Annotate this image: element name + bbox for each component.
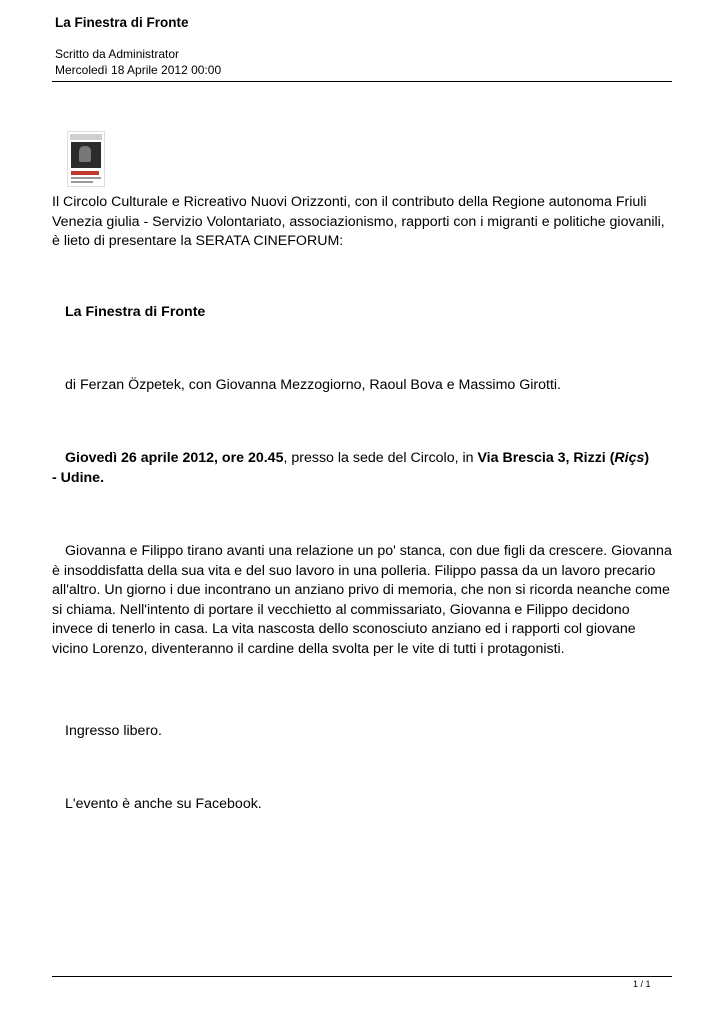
author-line: Scritto da Administrator: [55, 47, 180, 61]
document-title: La Finestra di Fronte: [55, 15, 189, 30]
page-number: 1 / 1: [633, 979, 651, 989]
admission-note: Ingresso libero.: [65, 723, 162, 739]
facebook-note: L'evento è anche su Facebook.: [65, 796, 262, 812]
synopsis-paragraph: Giovanna e Filippo tirano avanti una relazione un po' stanca, con due figli da crescere. Giovanna è insoddisfatta della sua vita e del suo lavoro in una polleria. Filippo passa da un lavoro precario all'altro. Un giorno i due incontrano un anziano privo di memoria, che non si ricorda neanche come si chiama. Nell'intento di portare il vecchietto al commissariato, Giovanna e Filippo decidono invece di tenerlo in casa. La vita nascosta dello sconosciuto anziano ed i rapporti col giovane vicino Lorenzo, diventeranno il cardine della svolta per le vite di tutti i protagonisti.: [52, 543, 672, 657]
film-title: La Finestra di Fronte: [65, 304, 206, 320]
event-address: Via Brescia 3, Rizzi (Riçs): [477, 450, 650, 466]
event-details: Giovedì 26 aprile 2012, ore 20.45, presso la sede del Circolo, in Via Brescia 3, Rizzi (Riçs): [65, 450, 650, 466]
header-divider: [52, 81, 672, 82]
film-credits: di Ferzan Özpetek, con Giovanna Mezzogiorno, Raoul Bova e Massimo Girotti.: [65, 377, 562, 393]
event-datetime: Giovedì 26 aprile 2012, ore 20.45: [65, 450, 284, 466]
intro-paragraph: Il Circolo Culturale e Ricreativo Nuovi Orizzonti, con il contributo della Regione autonoma Friuli Venezia giulia - Servizio Volontariato, associazionismo, rapporti con i migranti e politiche giovanili, è lieto di presentare la SERATA CINEFORUM:: [52, 194, 665, 249]
date-line: Mercoledì 18 Aprile 2012 00:00: [55, 63, 222, 77]
event-city: - Udine.: [52, 470, 105, 486]
footer-divider: [52, 976, 672, 977]
event-poster-thumbnail: [67, 131, 105, 187]
